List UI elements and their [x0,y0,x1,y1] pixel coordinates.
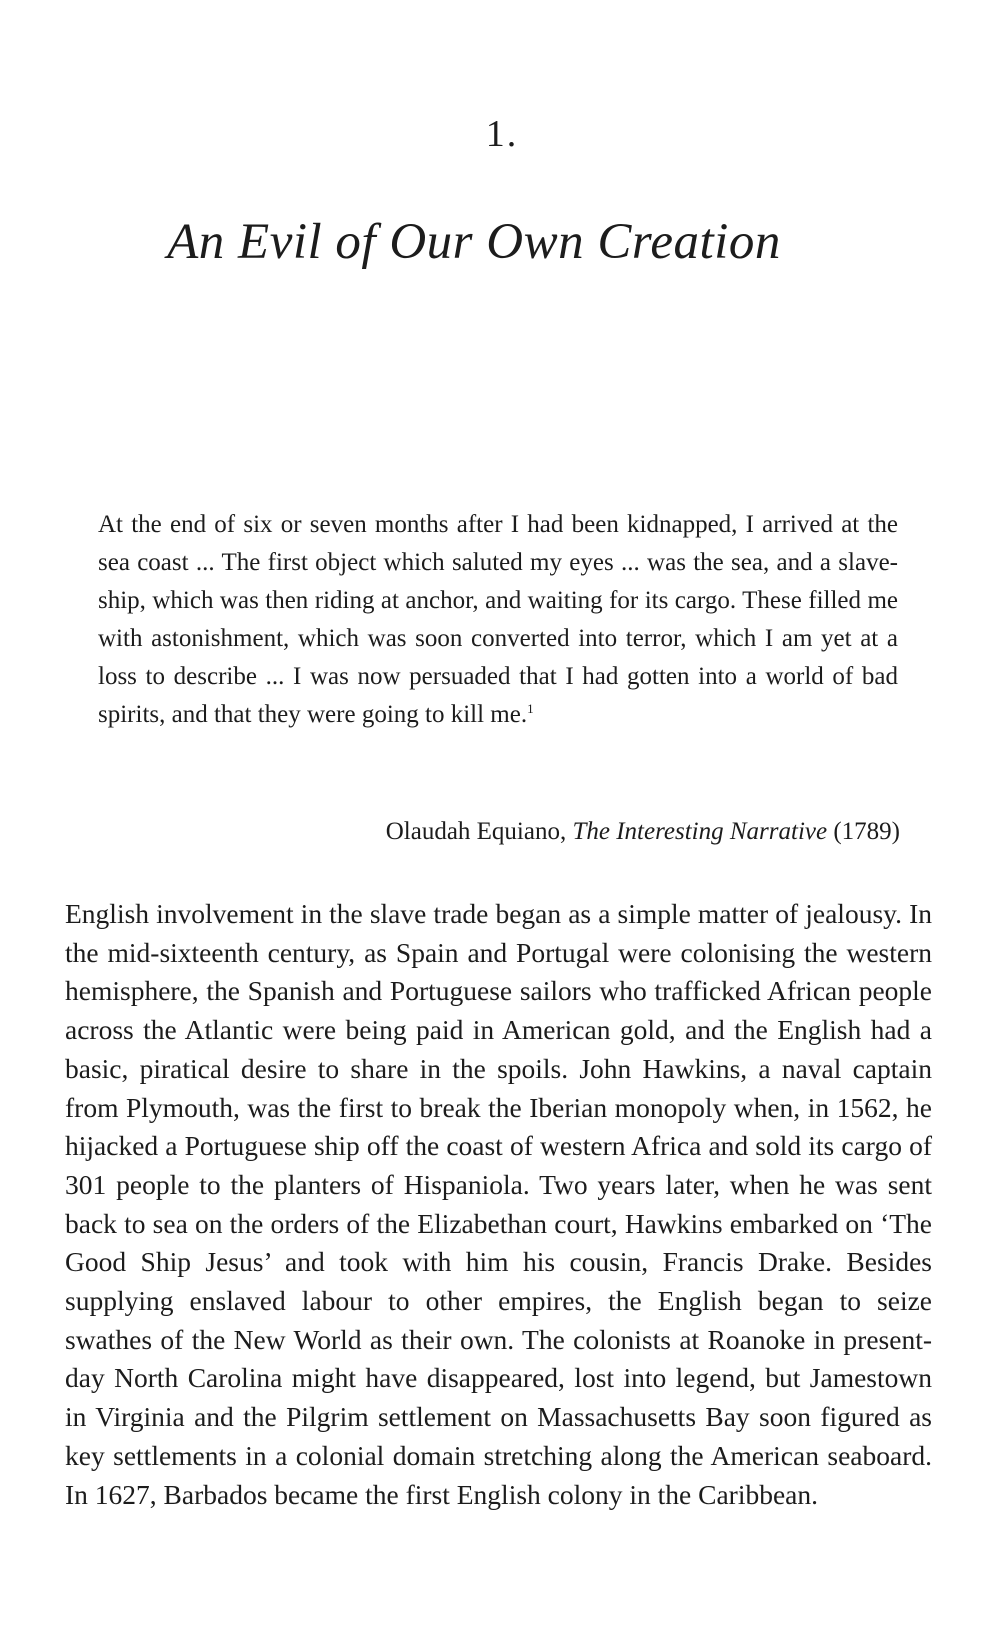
footnote-marker[interactable]: 1 [527,701,534,716]
epigraph [98,506,898,734]
attribution-work: The Interesting Narrative [572,818,828,845]
epigraph-text [98,506,898,734]
body-paragraph: English involvement in the slave trade began as a simple matter of jealousy. In the mid-sixteenth century, as Spain and Portugal were colonising the western hemisphere, the Spanish and Portuguese sailors who trafficked African people across the Atlantic were being paid in American gold, and the English had a basic, piratical desire to share in the spoils. John Hawkins, a naval captain from Plymouth, was the first to break the Iberian monopoly when, in 1562, he hijacked a Portuguese ship off the coast of western Africa and sold its cargo of 301 people to the planters of Hispaniola. Two years later, when he was sent back to sea on the orders of the Elizabethan court, Hawkins embarked on ‘The Good Ship Jesus’ and took with him his cousin, Francis Drake. Besides supplying enslaved labour to other empires, the English began to seize swathes of the New World as their own. The colonists at Roanoke in present-day North Carolina might have disappeared, lost into legend, but Jamestown in Virginia and the Pilgrim settlement on Massachusetts Bay soon figured as key settlements in a colonial domain stretching along the American seaboard. In 1627, Barbados became the first English colony in the Caribbean. [65,898,932,1510]
chapter-number: 1. [485,113,519,155]
attribution-author: Olaudah Equiano, [385,818,567,845]
epigraph-quote: At the end of six or seven months after I had been kidnapped, I arrived at the sea coast ... The first object which saluted my eyes ... was the sea, and a slave-ship, which was then riding at anchor, and waiting for its cargo. These filled me with astonishment, which was soon converted into terror, which I am yet at a loss to describe ... I was now persuaded that I had gotten into a world of bad spirits, and that they were going to kill me. [98,511,898,728]
attribution-year: (1789) [833,818,900,845]
epigraph-attribution [386,818,900,846]
body-text [65,895,932,1514]
chapter-title: An Evil of Our Own Creation [167,214,781,270]
